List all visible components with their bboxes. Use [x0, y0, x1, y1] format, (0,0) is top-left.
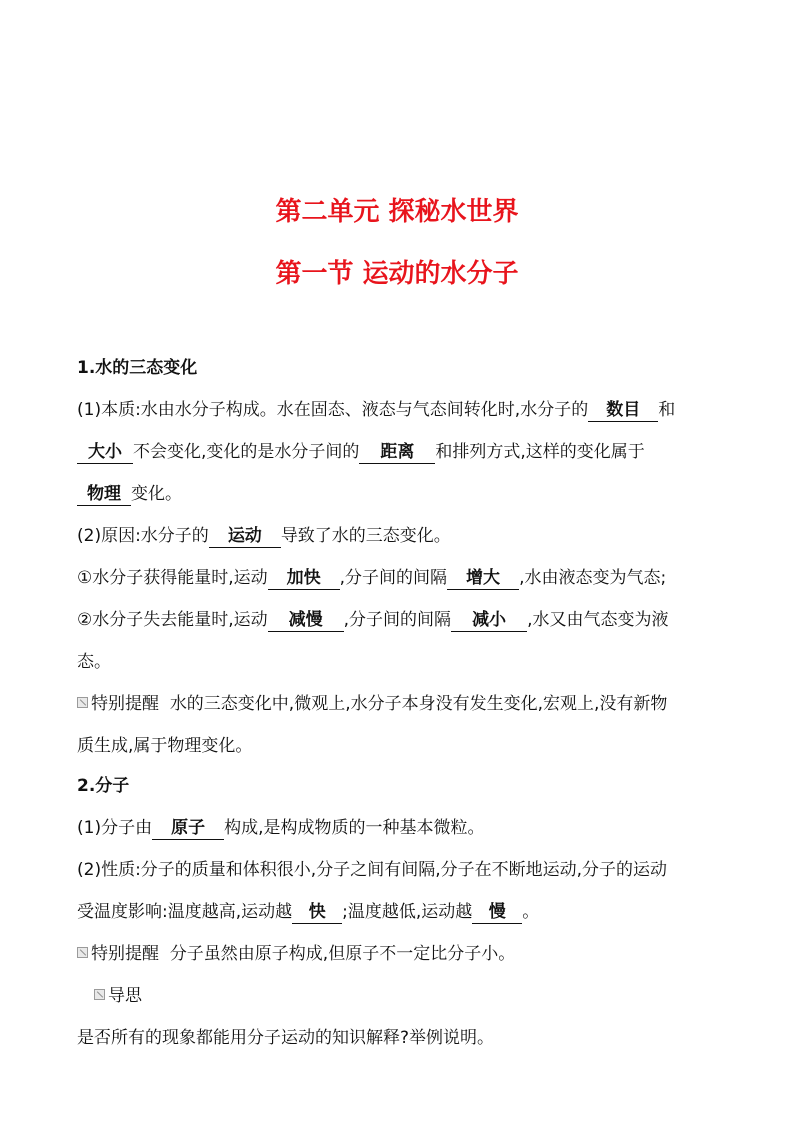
answer-blank: 原子: [152, 817, 224, 840]
think-question: 是否所有的现象都能用分子运动的知识解释?举例说明。: [77, 1028, 495, 1048]
text: ②水分子失去能量时,运动: [77, 610, 268, 630]
s1-p1-line2: [77, 440, 645, 464]
text: ,分子间的间隔: [343, 610, 452, 630]
text: 和排列方式,这样的变化属于: [435, 442, 645, 462]
s1-tip-line1: [77, 692, 667, 716]
text: (1)本质:水由水分子构成。水在固态、液态与气态间转化时,水分子的: [77, 400, 589, 420]
s1-p3: [77, 566, 666, 590]
tip-icon: [77, 947, 88, 958]
s1-p1-line1: [77, 398, 675, 422]
tip-label: 特别提醒: [91, 944, 159, 964]
text: ;温度越低,运动越: [342, 902, 473, 922]
text: 。: [522, 902, 540, 922]
answer-blank: 距离: [359, 441, 435, 464]
text: ,水又由气态变为液: [527, 610, 669, 630]
think-label: 导思: [108, 986, 142, 1006]
text: 构成,是构成物质的一种基本微粒。: [224, 818, 485, 838]
answer-blank: 慢: [472, 901, 522, 924]
answer-blank: 大小: [77, 441, 133, 464]
answer-blank: 增大: [447, 567, 519, 590]
text: ,分子间的间隔: [339, 568, 448, 588]
section-1-heading: 1.水的三态变化: [77, 358, 198, 378]
answer-blank: 加快: [268, 567, 340, 590]
think-heading: [94, 984, 142, 1008]
text: 不会变化,变化的是水分子间的: [133, 442, 360, 462]
text: 导致了水的三态变化。: [280, 526, 451, 546]
tip-label: 特别提醒: [91, 694, 159, 714]
section-title: 第一节 运动的水分子: [275, 259, 519, 289]
s2-p1: [77, 816, 485, 840]
think-icon: [94, 989, 105, 1000]
s2-p2-line1: (2)性质:分子的质量和体积很小,分子之间有间隔,分子在不断地运动,分子的运动: [77, 860, 668, 880]
answer-blank: 运动: [209, 525, 281, 548]
section-2-heading: 2.分子: [77, 776, 130, 796]
answer-blank: 减小: [451, 609, 527, 632]
text: 水的三态变化中,微观上,水分子本身没有发生变化,宏观上,没有新物: [169, 694, 668, 714]
s1-tip-line2: 质生成,属于物理变化。: [77, 736, 253, 756]
answer-blank: 数目: [588, 399, 658, 422]
text: 受温度影响:温度越高,运动越: [77, 902, 293, 922]
answer-blank: 物理: [77, 483, 131, 506]
answer-blank: 减慢: [268, 609, 344, 632]
text: (2)原因:水分子的: [77, 526, 209, 546]
unit-title: 第二单元 探秘水世界: [275, 197, 519, 227]
text: 分子虽然由原子构成,但原子不一定比分子小。: [169, 944, 516, 964]
s2-p2-line2: [77, 900, 539, 924]
text: 变化。: [131, 484, 182, 504]
text: 和: [658, 400, 676, 420]
text: ,水由液态变为气态;: [519, 568, 667, 588]
s1-p4-line2: 态。: [77, 652, 111, 672]
s1-p4-line1: [77, 608, 668, 632]
s1-p1-line3: [77, 482, 182, 506]
s1-p2: [77, 524, 451, 548]
s2-tip: [77, 942, 515, 966]
answer-blank: 快: [292, 901, 342, 924]
text: ①水分子获得能量时,运动: [77, 568, 268, 588]
text: (1)分子由: [77, 818, 153, 838]
tip-icon: [77, 697, 88, 708]
